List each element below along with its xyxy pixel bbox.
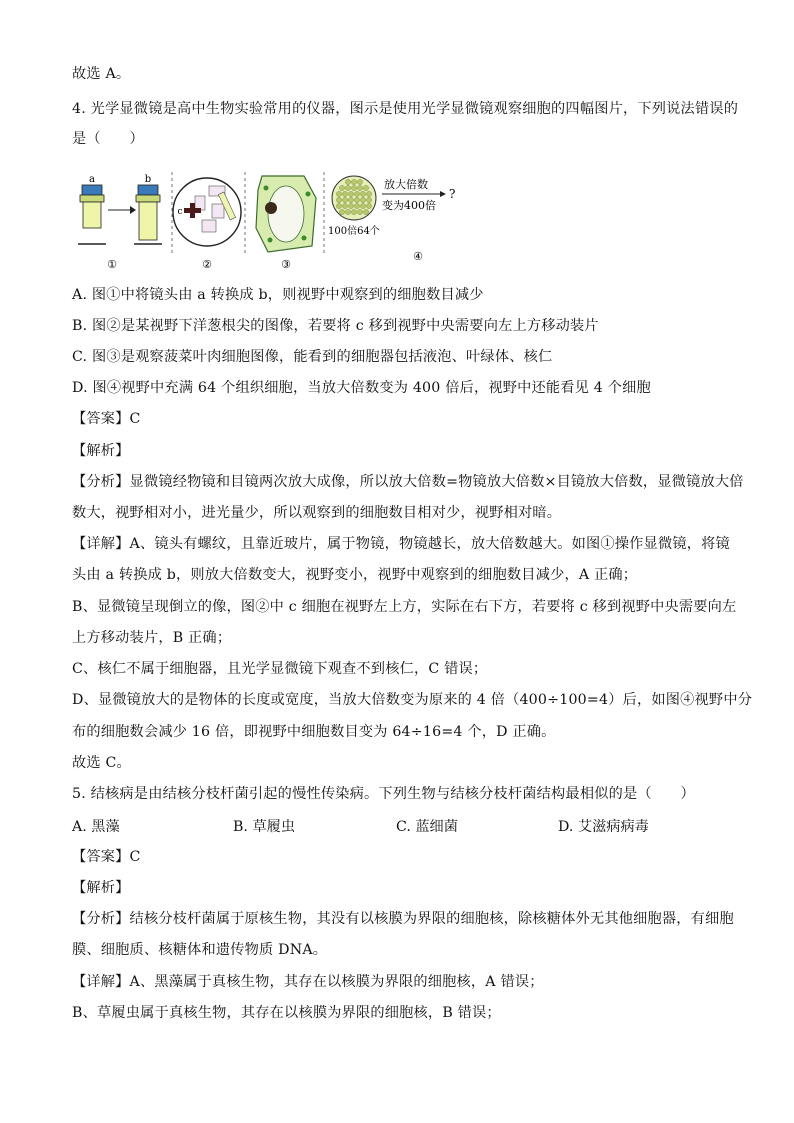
question-5-options [72,816,732,836]
analysis-label: 【解析】 [72,443,130,459]
detail-q5-b: B、草履虫属于真核生物，其存在以核膜为界限的细胞核，B 错误； [72,1005,501,1021]
microscope-figure [72,168,472,272]
analysis-text-cont: 数大，视野相对小，进光量少，所以观察到的细胞数目相对少，视野相对暗。 [72,505,562,521]
analysis-text: 【分析】显微镜经物镜和目镜两次放大成像，所以放大倍数=物镜放大倍数×目镜放大倍数，显微镜放大倍 [72,474,744,490]
fig4-question-mark: ? [449,187,456,201]
analysis-label-q5: 【解析】 [72,880,130,896]
figure-3-mesophyll-cell [256,176,316,271]
q5-option-c: C. 蓝细菌 [396,819,458,835]
conclusion: 故选 C。 [72,755,131,771]
detail-c: C、核仁不属于细胞器，且光学显微镜下观查不到核仁，C 错误； [72,661,488,677]
detail-a: 【详解】A、镜头有螺纹，且靠近玻片，属于物镜，物镜越长，放大倍数越大。如图①操作显微镜，将镜 [72,536,730,552]
option-a: A. 图①中将镜头由 a 转换成 b，则视野中观察到的细胞数目减少 [72,287,484,303]
fig4-text-2: 变为400倍 [382,199,436,212]
option-c: C. 图③是观察菠菜叶肉细胞图像，能看到的细胞器包括液泡、叶绿体、核仁 [72,349,553,365]
label-a: a [89,174,95,185]
option-d: D. 图④视野中充满 64 个组织细胞，当放大倍数变为 400 倍后，视野中还能看见 4 个细胞 [72,380,651,396]
answer-label-q5: 【答案】C [72,849,141,865]
fig4-text-1: 放大倍数 [384,178,428,191]
detail-b: B、显微镜呈现倒立的像，图②中 c 细胞在视野左上方，实际在右下方，若要将 c 移到视野中央需要向左 [72,599,737,615]
q5-option-a: A. 黑藻 [72,819,120,835]
detail-q5-a: 【详解】A、黑藻属于真核生物，其存在以核膜为界限的细胞核，A 错误； [72,974,544,990]
option-b: B. 图②是某视野下洋葱根尖的图像，若要将 c 移到视野中央需要向左上方移动装片 [72,318,599,334]
q5-option-b: B. 草履虫 [233,819,296,835]
detail-a-cont: 头由 a 转换成 b，则放大倍数变大，视野变小，视野中观察到的细胞数目减少，A 正确； [72,567,638,583]
q5-option-d: D. 艾滋病病毒 [558,819,649,835]
text-line: 故选 A。 [72,66,131,82]
figure-number-4: ④ [413,250,423,263]
fig4-caption: 100倍64个 [328,226,380,237]
label-b: b [144,174,152,185]
detail-d: D、显微镜放大的是物体的长度或宽度，当放大倍数变为原来的 4 倍（400÷100=4）后，如图④视野中分 [72,692,753,708]
label-c: c [177,207,183,217]
figure-4-cell-field [328,176,455,263]
figure-number-2: ② [202,258,212,271]
detail-d-cont: 布的细胞数会减少 16 倍，即视野中细胞数目变为 64÷16=4 个，D 正确。 [72,724,556,740]
figure-1-objectives [78,174,162,271]
question-4-stem: 4. 光学显微镜是高中生物实验常用的仪器，图示是使用光学显微镜观察细胞的四幅图片，下列说法错误的 [72,101,739,117]
analysis-text-q5-cont: 膜、细胞质、核糖体和遗传物质 DNA。 [72,942,328,958]
question-4-stem-cont: 是（ ） [72,131,144,147]
analysis-text-q5: 【分析】结核分枝杆菌属于原核生物，其没有以核膜为界限的细胞核，除核糖体外无其他细胞器，有细胞 [72,911,734,927]
figure-2-onion-root-tip [173,178,241,271]
figure-number-1: ① [107,258,117,271]
figure-number-3: ③ [281,258,291,271]
detail-b-cont: 上方移动装片，B 正确； [72,630,232,646]
answer-label: 【答案】C [72,411,141,427]
question-5-stem: 5. 结核病是由结核分枝杆菌引起的慢性传染病。下列生物与结核分枝杆菌结构最相似的是（ ） [72,786,695,802]
